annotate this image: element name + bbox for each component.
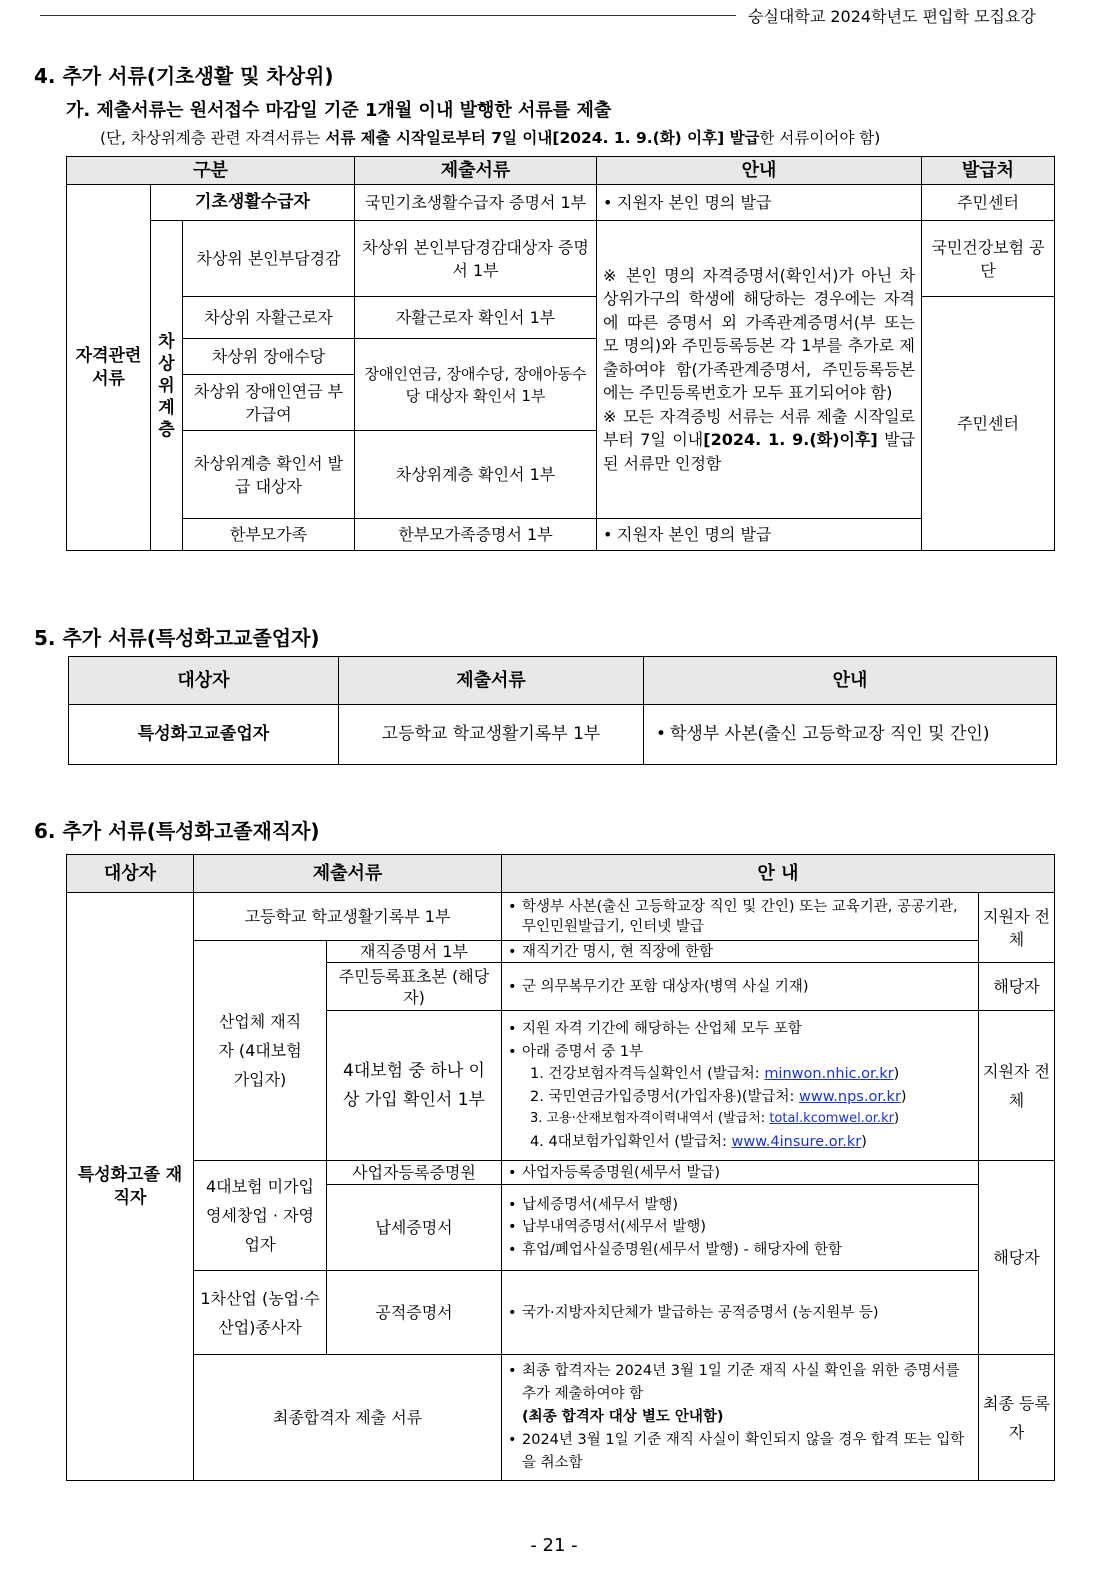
row-doc: 한부모가족증명서 1부 <box>355 519 597 551</box>
col-header: 안내 <box>597 157 922 185</box>
table-section-4 <box>66 156 1055 551</box>
row-guide: • 군 의무복무기간 포함 대상자(병역 사실 기재) <box>502 963 979 1011</box>
col-header: 대상자 <box>67 855 194 893</box>
target-label: 특성화고졸 재직자 <box>67 893 194 1481</box>
industry-label: 산업체 재직자 (4대보험 가입자) <box>194 941 327 1161</box>
row-guide: • 사업자등록증명원(세무서 발급) <box>502 1161 979 1185</box>
row-type: 차상위 자활근로자 <box>183 297 355 339</box>
col-header: 대상자 <box>69 657 339 705</box>
row-doc: 재직증명서 1부 <box>327 941 502 963</box>
row-doc: 최종합격자 제출 서류 <box>194 1355 502 1481</box>
subgroup-label: 차 상 위 계 층 <box>151 221 183 551</box>
row-type: 차상위계층 확인서 발급 대상자 <box>183 431 355 519</box>
row-type: 차상위 장애수당 <box>183 339 355 375</box>
col-header: 안내 <box>644 657 1057 705</box>
row-guide: • 납세증명서(세무서 발행) • 납부내역증명서(세무서 발행) • 휴업/폐업사실증명원(세무서 발행) - 해당자에 한함 <box>502 1185 979 1271</box>
row-guide: • 지원자 본인 명의 발급 <box>597 185 922 221</box>
row-type: 차상위 본인부담경감 <box>183 221 355 297</box>
row-target: 특성화고교졸업자 <box>69 705 339 765</box>
col-header: 발급처 <box>922 157 1055 185</box>
row-type: 기초생활수급자 <box>151 185 355 221</box>
col-header: 제출서류 <box>339 657 644 705</box>
section-5-title: 5. 추가 서류(특성화고교졸업자) <box>34 626 320 650</box>
col-header: 구분 <box>67 157 355 185</box>
row-doc: 사업자등록증명원 <box>327 1161 502 1185</box>
table-section-5 <box>68 656 1057 765</box>
row-issuer: 주민센터 <box>922 185 1055 221</box>
row-doc: 차상위계층 확인서 1부 <box>355 431 597 519</box>
row-guide: • 지원 자격 기간에 해당하는 산업체 모두 포함 • 아래 증명서 중 1부 1. 건강보험자격득실확인서 (발급처: minwon.nhic.or.kr) 2. 국민연금가입증명서(가입자용)(발급처: www.nps.or.kr) 3. 고용·산재보험자격이력내역서 (발급처: total.kcomwel.or.kr) 4. 4대보험가입확인서 (발급처: www.4insure.or.kr) <box>502 1011 979 1161</box>
link-4insure[interactable]: www.4insure.or.kr <box>731 1133 862 1150</box>
link-nhic[interactable]: minwon.nhic.or.kr <box>764 1066 894 1082</box>
row-scope: 지원자 전체 <box>979 893 1055 963</box>
page-number: - 21 - <box>530 1535 578 1556</box>
self-employed-label: 4대보험 미가입 영세창업 · 자영업자 <box>194 1161 327 1271</box>
row-guide: • 최종 합격자는 2024년 3월 1일 기준 재직 사실 확인을 위한 증명서를 추가 제출하여야 함 (최종 합격자 대상 별도 안내함) • 2024년 3월 1일 기준 재직 사실이 확인되지 않을 경우 합격 또는 입학을 취소함 <box>502 1355 979 1481</box>
row-doc: 4대보험 중 하나 이상 가입 확인서 1부 <box>327 1011 502 1161</box>
col-header: 제출서류 <box>194 855 502 893</box>
merged-guide: ※ 본인 명의 자격증명서(확인서)가 아닌 차상위가구의 학생에 해당하는 경우에는 자격에 따른 증명서 외 가족관계증명서(부 또는 모 명의)와 주민등록등본 각 1부를 추가로 제출하여야 함(가족관계증명서, 주민등록등본에는 주민등록번호가 모두 표기되어야 함) ※ 모든 자격증빙 서류는 서류 제출 시작일로부터 7일 이내[2024. 1. 9.(화)이후] 발급된 서류만 인정함 <box>597 221 922 519</box>
row-scope: 지원자 전체 <box>979 1011 1055 1161</box>
row-guide: • 국가·지방자치단체가 발급하는 공적증명서 (농지원부 등) <box>502 1271 979 1355</box>
row-doc: 국민기초생활수급자 증명서 1부 <box>355 185 597 221</box>
row-doc: 고등학교 학교생활기록부 1부 <box>339 705 644 765</box>
group-label: 자격관련 서류 <box>67 185 151 551</box>
row-guide: • 지원자 본인 명의 발급 <box>597 519 922 551</box>
row-scope: 해당자 <box>979 1161 1055 1355</box>
header-rule <box>40 15 736 16</box>
row-doc: 차상위 본인부담경감대상자 증명서 1부 <box>355 221 597 297</box>
section-4-note: (단, 차상위계층 관련 자격서류는 서류 제출 시작일로부터 7일 이내[2024. 1. 9.(화) 이후] 발급한 서류이어야 함) <box>100 129 881 147</box>
section-6-title: 6. 추가 서류(특성화고졸재직자) <box>34 819 320 843</box>
row-type: 한부모가족 <box>183 519 355 551</box>
link-kcomwel[interactable]: total.kcomwel.or.kr <box>769 1111 894 1126</box>
row-doc: 공적증명서 <box>327 1271 502 1355</box>
farm-label: 1차산업 (농업·수산업)종사자 <box>194 1271 327 1355</box>
row-doc: 자활근로자 확인서 1부 <box>355 297 597 339</box>
col-header: 제출서류 <box>355 157 597 185</box>
row-doc: 주민등록표초본 (해당자) <box>327 963 502 1011</box>
row-guide: • 학생부 사본(출신 고등학교장 직인 및 간인) 또는 교육기관, 공공기관, 무인민원발급기, 인터넷 발급 <box>502 893 979 941</box>
header-title: 숭실대학교 2024학년도 편입학 모집요강 <box>748 7 1036 26</box>
row-scope: 해당자 <box>979 963 1055 1011</box>
row-guide: • 학생부 사본(출신 고등학교장 직인 및 간인) <box>644 705 1057 765</box>
col-header: 안 내 <box>502 855 1055 893</box>
row-issuer: 국민건강보험 공단 <box>922 221 1055 297</box>
row-doc: 납세증명서 <box>327 1185 502 1271</box>
row-issuer-merged: 주민센터 <box>922 297 1055 551</box>
section-4-title: 4. 추가 서류(기초생활 및 차상위) <box>34 64 334 88</box>
row-doc: 장애인연금, 장애수당, 장애아동수당 대상자 확인서 1부 <box>355 339 597 431</box>
row-scope: 최종 등록자 <box>979 1355 1055 1481</box>
row-guide: • 재직기간 명시, 현 직장에 한함 <box>502 941 979 963</box>
section-4-subtitle: 가. 제출서류는 원서접수 마감일 기준 1개월 이내 발행한 서류를 제출 <box>66 100 612 121</box>
row-doc: 고등학교 학교생활기록부 1부 <box>194 893 502 941</box>
link-nps[interactable]: www.nps.or.kr <box>799 1088 901 1105</box>
table-section-6 <box>66 854 1055 1481</box>
row-type: 차상위 장애인연금 부가급여 <box>183 375 355 431</box>
